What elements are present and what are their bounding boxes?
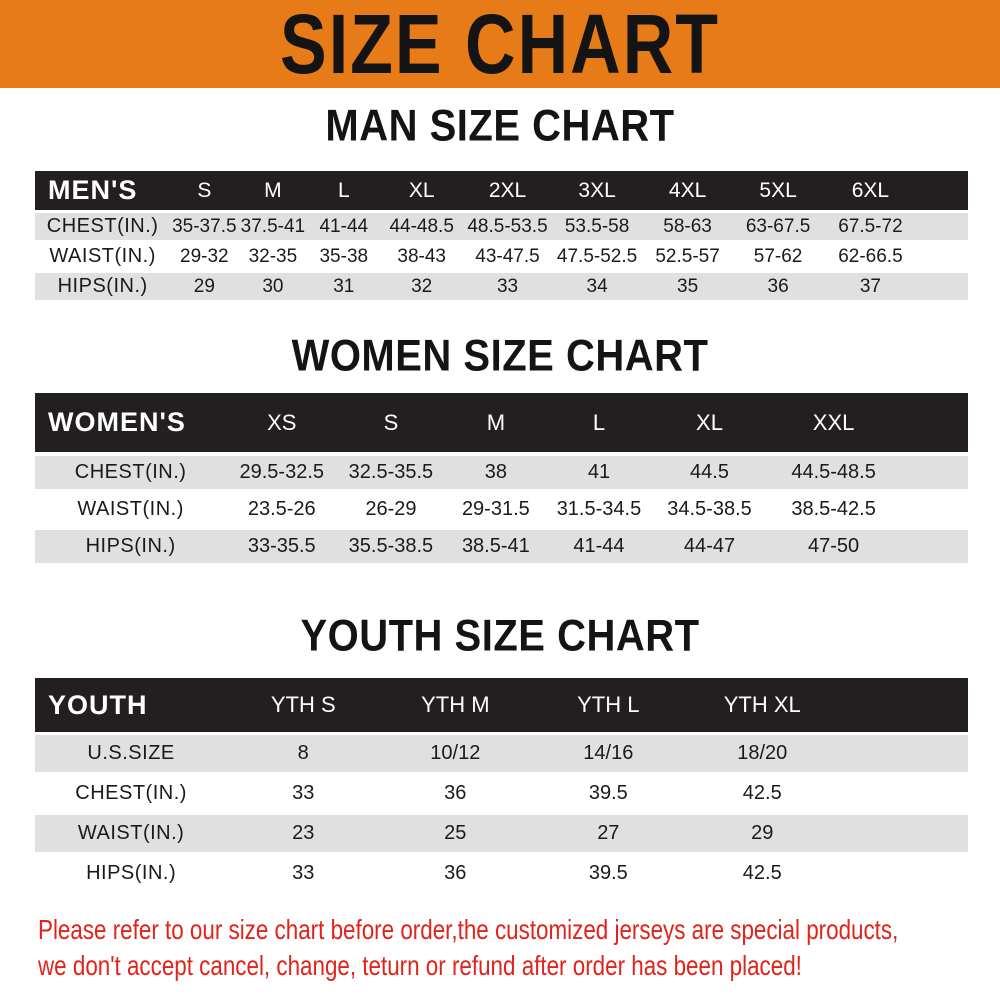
size-value: 29.5-32.5 bbox=[239, 461, 325, 483]
size-value: 47.5-52.5 bbox=[556, 245, 638, 267]
youth-size-header-m: YTH M bbox=[421, 692, 490, 717]
women-size-header-xs: XS bbox=[267, 409, 297, 435]
size-value: 63-67.5 bbox=[745, 215, 811, 237]
size-value: 33 bbox=[292, 782, 315, 804]
women-size-header-xxl: XXL bbox=[812, 409, 855, 435]
women-size-header-s: S bbox=[383, 409, 399, 435]
size-value: 43-47.5 bbox=[475, 245, 540, 267]
women-size-table bbox=[35, 393, 968, 563]
women-size-header-m: M bbox=[486, 409, 506, 435]
women-waist-row bbox=[35, 493, 968, 526]
size-value: 33-35.5 bbox=[247, 535, 316, 557]
size-value: 32 bbox=[411, 275, 433, 297]
size-value: 36 bbox=[444, 782, 467, 804]
men-size-table bbox=[35, 171, 968, 300]
men-section-heading bbox=[0, 102, 1000, 150]
size-value: 33 bbox=[496, 275, 519, 297]
youth-size-header-s: YTH S bbox=[270, 692, 336, 717]
women-chest-row bbox=[35, 456, 968, 489]
row-label: WAIST(IN.) bbox=[77, 498, 184, 520]
disclaimer bbox=[38, 912, 1000, 984]
women-table-header-row bbox=[35, 393, 968, 452]
size-value: 38 bbox=[484, 461, 507, 483]
youth-ussize-row bbox=[35, 735, 968, 772]
size-value: 62-66.5 bbox=[838, 245, 903, 267]
size-value: 41 bbox=[587, 461, 611, 483]
row-label: U.S.SIZE bbox=[87, 742, 175, 764]
size-value: 41-44 bbox=[573, 535, 625, 557]
size-value: 10/12 bbox=[430, 742, 481, 764]
men-size-header-2xl: 2XL bbox=[488, 178, 527, 202]
size-value: 35-37.5 bbox=[172, 215, 237, 237]
size-value: 34 bbox=[586, 275, 608, 297]
youth-table-header-row bbox=[35, 678, 968, 732]
men-size-header-xl: XL bbox=[408, 178, 435, 202]
men-size-header-3xl: 3XL bbox=[578, 178, 616, 202]
size-value: 27 bbox=[597, 822, 620, 844]
row-label: HIPS(IN.) bbox=[86, 862, 177, 884]
men-hips-row bbox=[35, 273, 968, 300]
men-size-header-s: S bbox=[197, 178, 212, 202]
size-value: 26-29 bbox=[365, 498, 417, 520]
size-value: 30 bbox=[262, 275, 284, 297]
size-value: 35-38 bbox=[319, 245, 369, 267]
size-value: 37 bbox=[859, 275, 881, 297]
men-heading-text: MAN SIZE CHART bbox=[325, 101, 675, 151]
women-heading-text: WOMEN SIZE CHART bbox=[291, 331, 709, 381]
size-value: 47-50 bbox=[808, 535, 860, 557]
size-value: 35.5-38.5 bbox=[348, 535, 434, 557]
youth-size-table bbox=[35, 678, 968, 892]
size-value: 41-44 bbox=[319, 215, 369, 237]
size-value: 44.5 bbox=[690, 461, 729, 483]
size-value: 39.5 bbox=[588, 782, 628, 804]
women-section-heading bbox=[0, 332, 1000, 380]
youth-size-header-xl: YTH XL bbox=[723, 692, 801, 717]
men-table-header-row bbox=[35, 171, 968, 210]
size-value: 14/16 bbox=[583, 742, 634, 764]
size-value: 31 bbox=[333, 275, 355, 297]
men-waist-row bbox=[35, 243, 968, 270]
men-size-header-m: M bbox=[264, 178, 282, 202]
men-chest-row bbox=[35, 213, 968, 240]
size-value: 39.5 bbox=[588, 862, 628, 884]
size-value: 23.5-26 bbox=[247, 498, 316, 520]
size-value: 53.5-58 bbox=[564, 215, 630, 237]
disclaimer-line-1: Please refer to our size chart before order,the customized jerseys are special products, bbox=[38, 914, 899, 945]
size-value: 44-47 bbox=[683, 535, 736, 557]
size-value: 44-48.5 bbox=[389, 215, 454, 237]
women-size-header-xl: XL bbox=[696, 409, 723, 435]
men-size-header-5xl: 5XL bbox=[759, 178, 797, 202]
youth-corner-label: YOUTH bbox=[48, 689, 148, 720]
size-value: 32.5-35.5 bbox=[348, 461, 434, 483]
size-value: 8 bbox=[297, 742, 309, 764]
size-value: 44.5-48.5 bbox=[791, 461, 876, 483]
size-value: 57-62 bbox=[753, 245, 803, 267]
row-label: CHEST(IN.) bbox=[75, 782, 187, 804]
youth-hips-row bbox=[35, 855, 968, 892]
size-value: 29-31.5 bbox=[461, 498, 530, 520]
size-value: 52.5-57 bbox=[655, 245, 720, 267]
size-value: 18/20 bbox=[737, 742, 788, 764]
row-label: CHEST(IN.) bbox=[46, 215, 159, 237]
size-value: 31.5-34.5 bbox=[556, 498, 642, 520]
row-label: WAIST(IN.) bbox=[49, 245, 156, 267]
size-value: 36 bbox=[444, 862, 467, 884]
size-value: 32-35 bbox=[248, 245, 298, 267]
row-label: HIPS(IN.) bbox=[85, 535, 176, 557]
men-corner-label: MEN'S bbox=[48, 175, 138, 205]
men-size-header-6xl: 6XL bbox=[851, 178, 890, 202]
women-size-header-l: L bbox=[592, 409, 606, 435]
size-value: 58-63 bbox=[663, 215, 712, 237]
size-value: 25 bbox=[444, 822, 467, 844]
size-value: 38.5-42.5 bbox=[791, 498, 876, 520]
women-corner-label: WOMEN'S bbox=[48, 407, 186, 437]
size-value: 29-32 bbox=[180, 245, 229, 267]
row-label: CHEST(IN.) bbox=[74, 461, 187, 483]
youth-section-heading bbox=[0, 612, 1000, 660]
youth-size-header-l: YTH L bbox=[577, 692, 640, 717]
size-value: 42.5 bbox=[742, 782, 782, 804]
youth-heading-text: YOUTH SIZE CHART bbox=[300, 611, 700, 661]
size-value: 37.5-41 bbox=[240, 215, 306, 237]
disclaimer-line-2: we don't accept cancel, change, teturn or refund after order has been placed! bbox=[38, 950, 802, 981]
row-label: WAIST(IN.) bbox=[77, 822, 185, 844]
men-size-header-l: L bbox=[337, 178, 350, 202]
banner-title: SIZE CHART bbox=[280, 0, 720, 91]
size-value: 34.5-38.5 bbox=[667, 498, 752, 520]
row-label: HIPS(IN.) bbox=[57, 275, 148, 297]
youth-waist-row bbox=[35, 815, 968, 852]
size-value: 35 bbox=[677, 275, 699, 297]
youth-chest-row bbox=[35, 775, 968, 812]
women-hips-row bbox=[35, 530, 968, 563]
size-chart-banner bbox=[0, 0, 1000, 91]
size-value: 42.5 bbox=[742, 862, 782, 884]
size-value: 36 bbox=[767, 275, 789, 297]
size-value: 33 bbox=[292, 862, 315, 884]
size-value: 23 bbox=[292, 822, 315, 844]
size-value: 67.5-72 bbox=[838, 215, 903, 237]
size-value: 29 bbox=[751, 822, 774, 844]
size-value: 29 bbox=[193, 275, 215, 297]
size-value: 38-43 bbox=[397, 245, 446, 267]
size-value: 48.5-53.5 bbox=[467, 215, 548, 237]
size-value: 38.5-41 bbox=[461, 535, 530, 557]
men-size-header-4xl: 4XL bbox=[668, 178, 707, 202]
